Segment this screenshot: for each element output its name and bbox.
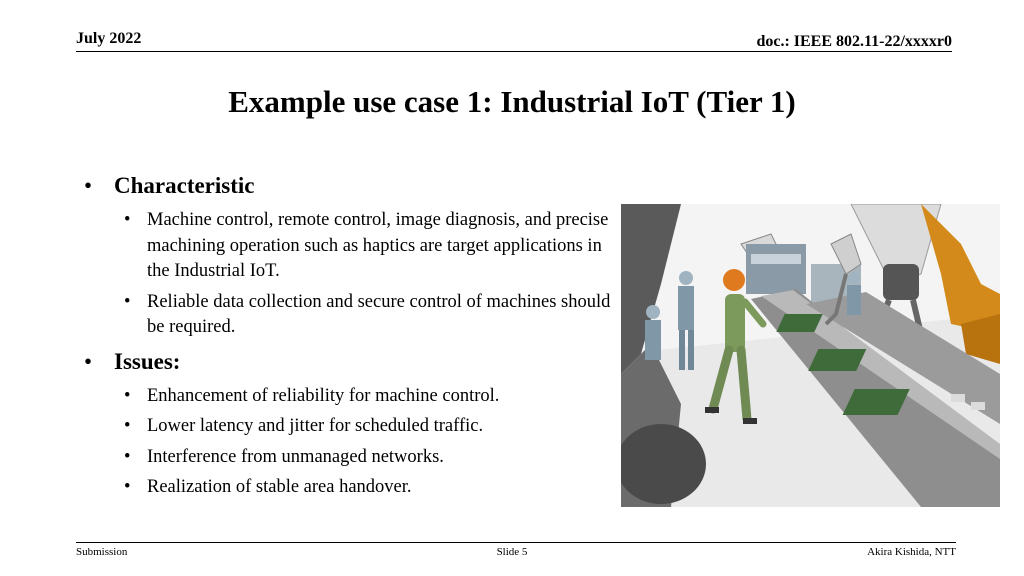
- list-item: [84, 290, 624, 341]
- list-item: [84, 445, 624, 471]
- header-date: July 2022: [76, 30, 142, 47]
- bullet-icon: •: [124, 385, 131, 406]
- footer-submission: Submission: [76, 546, 128, 558]
- bullet-icon: •: [124, 210, 131, 230]
- list-item-text: Enhancement of reliability for machine control.: [147, 385, 500, 406]
- list-item: [84, 414, 624, 440]
- list-item: [84, 475, 624, 501]
- list-item-text: Machine control, remote control, image diagnosis, and precise machining operation such as haptics are target applications in the Industrial IoT.: [147, 210, 609, 281]
- footer-author: Akira Kishida, NTT: [867, 546, 956, 558]
- slide-content: [84, 170, 624, 506]
- section-heading: [84, 346, 624, 378]
- header-divider: [76, 51, 952, 52]
- list-item-text: Interference from unmanaged networks.: [147, 446, 444, 467]
- slide-title: Example use case 1: Industrial IoT (Tier 1): [228, 84, 796, 119]
- factory-robot-illustration: [621, 204, 1000, 507]
- section-heading: [84, 170, 624, 202]
- list-item-text: Realization of stable area handover.: [147, 477, 412, 497]
- list-item-text: Reliable data collection and secure control of machines should be required.: [147, 291, 611, 337]
- section-heading-text: Issues:: [114, 348, 181, 374]
- bullet-icon: •: [124, 291, 131, 312]
- header-doc-id: doc.: IEEE 802.11-22/xxxxr0: [756, 33, 952, 50]
- bullet-icon: •: [124, 446, 131, 467]
- footer-divider: [76, 542, 956, 543]
- bullet-icon: •: [84, 348, 93, 374]
- list-item: [84, 384, 624, 410]
- bullet-icon: •: [124, 416, 131, 436]
- footer-slide-number: Slide 5: [496, 546, 528, 558]
- list-item: [84, 208, 624, 285]
- list-item-text: Lower latency and jitter for scheduled traffic.: [147, 416, 484, 436]
- bullet-icon: •: [124, 477, 131, 497]
- bullet-icon: •: [84, 173, 93, 198]
- section-heading-text: Characteristic: [114, 173, 255, 198]
